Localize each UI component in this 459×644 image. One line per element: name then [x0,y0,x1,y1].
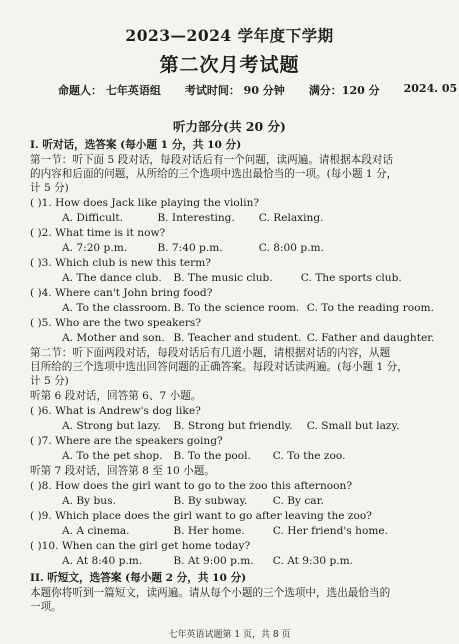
section2-instr-3: 计 5 分) [30,375,69,387]
question-7: ( )7. Where are the speakers going? [30,435,223,447]
question-10: ( )10. When can the girl get home today? [30,540,251,552]
section3-instr-2: 一项。 [30,601,62,613]
question-8: ( )8. How does the girl want to go to the zoo this afternoon? [30,480,353,492]
q3-option-b: B. The music club. [173,272,273,284]
q2-option-b: B. 7:40 p.m. [157,242,223,254]
question-9: ( )9. Which place does the girl want to go after leaving the zoo? [30,510,372,522]
page-footer: 七年英语试题第 1 页，共 8 页 [168,630,291,640]
exam-term-title: 2023—2024 学年度下学期 [125,26,334,45]
q1-option-c: C. Relaxing. [258,212,324,224]
q2-option-c: C. 8:00 p.m. [258,242,324,254]
q5-options [62,332,442,344]
full-score: 满分：120 分 [308,84,380,97]
q9-option-a: A. A cinema. [62,525,130,537]
exam-date: 2024. 05 [403,82,458,95]
q4-option-a: A. To the classroom. [62,302,171,314]
q7-option-a: A. To the pet shop. [62,450,163,462]
section1-instr-2: 的内容和后面的问题，从所给的三个选项中选出最恰当的一项。(每小题 1 分， [30,168,398,180]
q7-option-c: C. To the zoo. [272,450,346,462]
section1-heading: I. 听对话，选答案 (每小题 1 分，共 10 分) [30,139,242,151]
q1-option-b: B. Interesting. [157,212,235,224]
q10-option-a: A. At 8:40 p.m. [62,555,143,567]
section3-heading: II. 听短文，选答案 (每小题 2 分，共 10 分) [30,572,247,584]
q2-options [62,242,442,254]
q10-options [62,555,442,567]
q2-option-a: A. 7:20 p.m. [62,242,128,254]
q6-option-c: C. Small but lazy. [306,420,400,432]
dialog6-note: 听第 6 段对话，回答第 6、7 小题。 [30,390,202,402]
exam-title: 第二次月考试题 [159,54,300,76]
q10-option-b: B. At 9:00 p.m. [173,555,254,567]
q9-options [62,525,442,537]
q9-option-c: C. Her friend's home. [272,525,388,537]
q4-option-c: C. To the reading room. [306,302,434,314]
q3-options [62,272,442,284]
q5-option-c: C. Father and daughter. [306,332,435,344]
q9-option-b: B. Her home. [173,525,245,537]
q3-option-a: A. The dance club. [62,272,162,284]
q7-option-b: B. To the pool. [173,450,251,462]
exam-time: 考试时间： 90 分钟 [184,84,285,97]
q8-option-a: A. By bus. [62,495,116,507]
q4-options [62,302,442,314]
author: 命题人： 七年英语组 [58,84,161,97]
question-1: ( )1. How does Jack like playing the violin? [30,197,260,209]
q3-option-c: C. The sports club. [300,272,402,284]
section3-instr-1: 本题你将听到一篇短文，读两遍。请从每个小题的三个选项中，选出最恰当的 [30,587,391,599]
question-2: ( )2. What time is it now? [30,227,166,239]
section1-instr-1: 第一节：听下面 5 段对话，每段对话后有一个问题，读两遍。请根据本段对话 [30,154,394,166]
exam-meta [58,82,458,98]
q7-options [62,450,442,462]
question-5: ( )5. Who are the two speakers? [30,317,202,329]
question-3: ( )3. Which club is new this term? [30,257,211,269]
section1-instr-3: 计 5 分) [30,182,69,194]
q8-option-c: C. By car. [272,495,324,507]
q10-option-c: C. At 9:30 p.m. [272,555,354,567]
q5-option-a: A. Mother and son. [62,332,165,344]
q4-option-b: B. To the science room. [173,302,300,314]
q6-options [62,420,442,432]
q1-option-a: A. Difficult. [62,212,123,224]
q8-option-b: B. By subway. [173,495,248,507]
listening-title: 听力部分(共 20 分) [173,119,286,134]
q6-option-b: B. Strong but friendly. [173,420,293,432]
q1-options [62,212,442,224]
question-6: ( )6. What is Andrew's dog like? [30,405,201,417]
question-4: ( )4. Where can't John bring food? [30,287,213,299]
q8-options [62,495,442,507]
section2-instr-2: 目所给的三个选项中选出回答问题的正确答案。每段对话读两遍。(每小题 1 分， [30,361,408,373]
section2-instr-1: 第二节：听下面两段对话，每段对话后有几道小题，请根据对话的内容，从题 [30,347,391,359]
dialog7-note: 听第 7 段对话，回答第 8 至 10 小题。 [30,465,215,477]
q6-option-a: A. Strong but lazy. [62,420,161,432]
q5-option-b: B. Teacher and student. [173,332,302,344]
